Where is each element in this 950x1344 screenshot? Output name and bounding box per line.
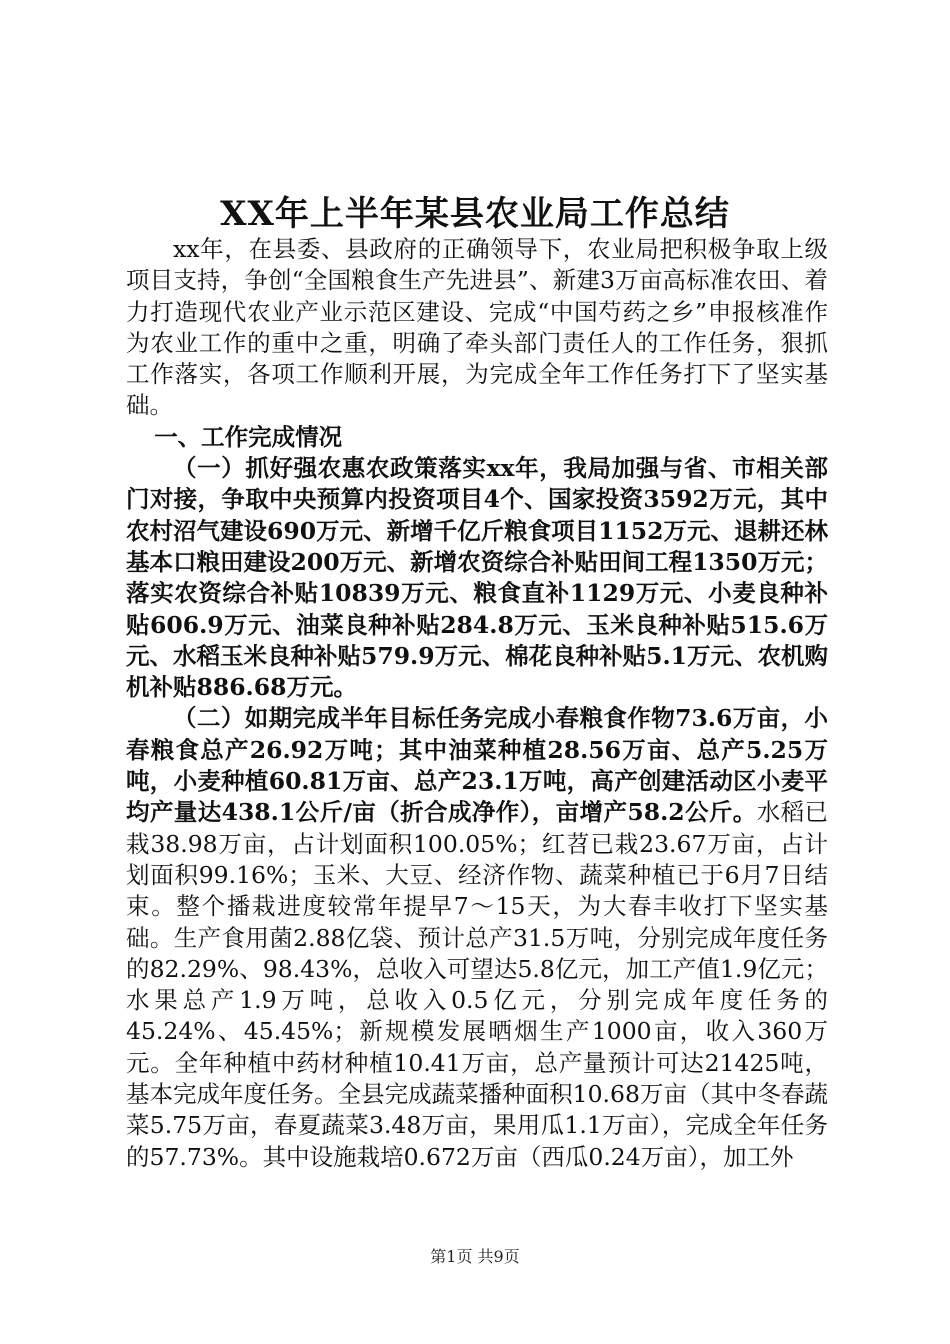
document-title: XX年上半年某县农业局工作总结 bbox=[220, 194, 730, 234]
paragraph-policy-implementation: （一）抓好强农惠农政策落实xx年，我局加强与省、市相关部门对接，争取中央预算内投资项目4个、国家投资3592万元，其中农村沼气建设690万元、新增千亿斤粮食项目1152万元、退耕还林基本口粮田建设200万元、新增农资综合补贴田间工程1350万元；落实农资综合补贴10839万元、粮食直补1129万元、小麦良种补贴606.9万元、油菜良种补贴284.8万元、玉米良种补贴515.6万元、水稻玉米良种补贴579.9万元、棉花良种补贴5.1万元、农机购机补贴886.68万元。 bbox=[126, 454, 828, 702]
page-number-footer: 第1页 共9页 bbox=[430, 1247, 520, 1266]
paragraph-targets bbox=[126, 703, 828, 1172]
paragraph-targets-regular-text: 水稻已栽38.98万亩，占计划面积100.05%；红苕已栽23.67万亩，占计划面积99.16%；玉米、大豆、经济作物、蔬菜种植已于6月7日结束。整个播栽进度较常年提早7～15天，为大春丰收打下坚实基础。生产食用菌2.88亿袋、预计总产31.5万吨，分别完成年度任务的82.29%、98.43%，总收入可望达5.8亿元，加工产值1.9亿元；水果总产1.9万吨，总收入0.5亿元，分别完成年度任务的45.24%、45.45%；新规模发展晒烟生产1000亩，收入360万元。全年种植中药材种植10.41万亩，总产量预计可达21425吨，基本完成年度任务。全县完成蔬菜播种面积10.68万亩（其中冬春蔬菜5.75万亩，春夏蔬菜3.48万亩，果用瓜1.1万亩），完成全年任务的57.73%。其中设施栽培0.672万亩（西瓜0.24万亩），加工外 bbox=[126, 798, 828, 1171]
section-heading: 一、工作完成情况 bbox=[154, 422, 343, 451]
paragraph-targets-bold-text: （二）如期完成半年目标任务完成小春粮食作物73.6万亩，小春粮食总产26.92万吨；其中油菜种植28.56万亩、总产5.25万吨，小麦种植60.81万亩、总产23.1万吨，高产创建活动区小麦平均产量达438.1公斤/亩（折合成净作），亩增产58.2公斤。 bbox=[126, 704, 828, 827]
document-body bbox=[126, 234, 828, 1173]
intro-paragraph: xx年，在县委、县政府的正确领导下，农业局把积极争取上级项目支持，争创“全国粮食生产先进县”、新建3万亩高标准农田、着力打造现代农业产业示范区建设、完成“中国芍药之乡”申报核准作为农业工作的重中之重，明确了牵头部门责任人的工作任务，狠抓工作落实，各项工作顺利开展，为完成全年工作任务打下了坚实基础。 bbox=[126, 235, 828, 420]
